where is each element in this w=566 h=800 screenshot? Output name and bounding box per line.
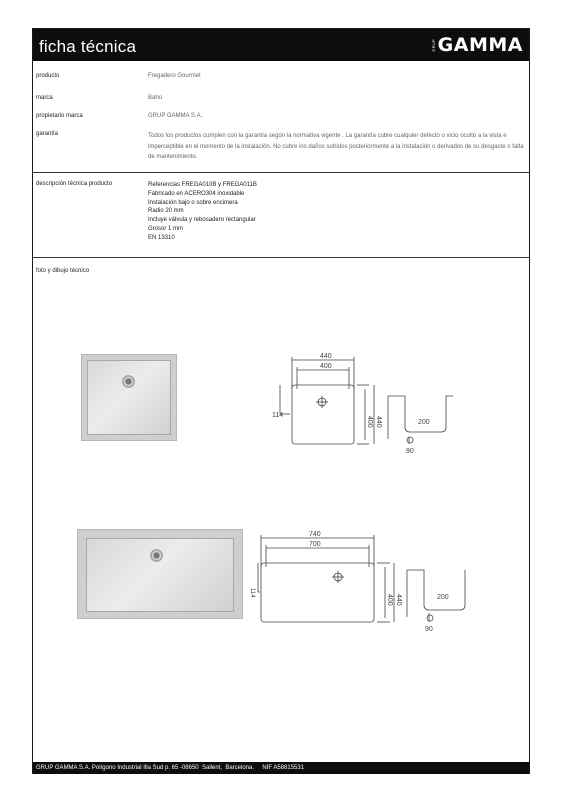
dim-inner-width: 400: [320, 363, 332, 370]
dim-outer-height: 440: [375, 416, 382, 428]
dim-drain: 90: [406, 448, 414, 455]
photo-label: foto y dibujo técnico: [36, 268, 90, 274]
dim-outer-height: 440: [395, 594, 402, 606]
value-producto: Fregadero Gourmet: [148, 73, 201, 79]
divider: [33, 172, 529, 173]
drain-icon: [427, 615, 433, 621]
header-bar: [33, 29, 529, 61]
dim-inner-height: 400: [366, 416, 373, 428]
spec-line: Fabricado en ACERO304 inoxidable: [148, 190, 245, 197]
label-spec: descripción técnica producto: [36, 181, 113, 187]
logo-grup-text: GRUP: [430, 39, 436, 52]
value-marca: Baho: [148, 95, 163, 101]
footer-bar: [33, 762, 529, 774]
value-garantia: Todos los productos cumplen con la garantía según la normativa vigente . La garantía cubre cualquier defecto o vicio oculto a la vista e imperceptible en el momento de la instalación. No cubre los daños sufridos posteriormente a la instalación o derivados de su desgaste o falta de mantenimiento.: [148, 133, 524, 160]
dim-depth: 200: [418, 419, 430, 426]
sink-photo-small: [81, 354, 177, 441]
dim-outer-width: 440: [320, 353, 332, 360]
side-profile: [388, 396, 453, 432]
label-producto: producto: [36, 73, 60, 79]
spec-line: Grosor 1 mm: [148, 225, 184, 232]
technical-drawing-small: [268, 349, 468, 455]
dim-offset: 114: [272, 412, 284, 419]
footer-text: GRUP GAMMA S.A. Polígono Industrial Illa Sud p. 65 -08650 Sallent, Barcelona. NIF A58815531: [36, 765, 305, 771]
divider: [33, 257, 529, 258]
logo-gamma-text: GAMMA: [437, 34, 523, 56]
dim-inner-height: 400: [386, 594, 393, 606]
technical-drawing-large: [248, 527, 468, 637]
spec-sheet: [32, 28, 530, 774]
page-title: ficha técnica: [39, 37, 137, 56]
sink-outline: [292, 385, 354, 444]
dim-inner-width: 700: [309, 541, 321, 548]
spec-line: Incluye válvula y rebosadero rectangular: [148, 217, 256, 224]
drain-icon: [150, 549, 163, 562]
gamma-logo: [431, 36, 523, 55]
spec-line: Radio 20 mm: [148, 208, 184, 215]
label-propietario: propietario marca: [36, 113, 83, 119]
spec-line: Referencias FREGA010B y FREGA011B: [148, 182, 257, 188]
sink-basin: [87, 360, 171, 435]
drain-icon: [407, 437, 413, 443]
spec-line: EN 13310: [148, 234, 175, 241]
side-profile: [407, 570, 465, 610]
dim-offset: 114: [249, 588, 255, 598]
dim-outer-width: 740: [309, 531, 321, 538]
drain-icon: [122, 375, 135, 388]
label-garantia: garantía: [36, 131, 59, 137]
spec-list: [148, 181, 257, 243]
label-marca: marca: [36, 95, 53, 101]
dim-drain: 90: [425, 626, 433, 633]
spec-line: Instalación bajo o sobre encimera: [148, 199, 238, 206]
dim-depth: 200: [437, 594, 449, 601]
value-propietario: GRUP GAMMA S.A.: [148, 113, 203, 119]
sink-photo-large: [77, 529, 243, 619]
sink-outline: [261, 563, 374, 622]
